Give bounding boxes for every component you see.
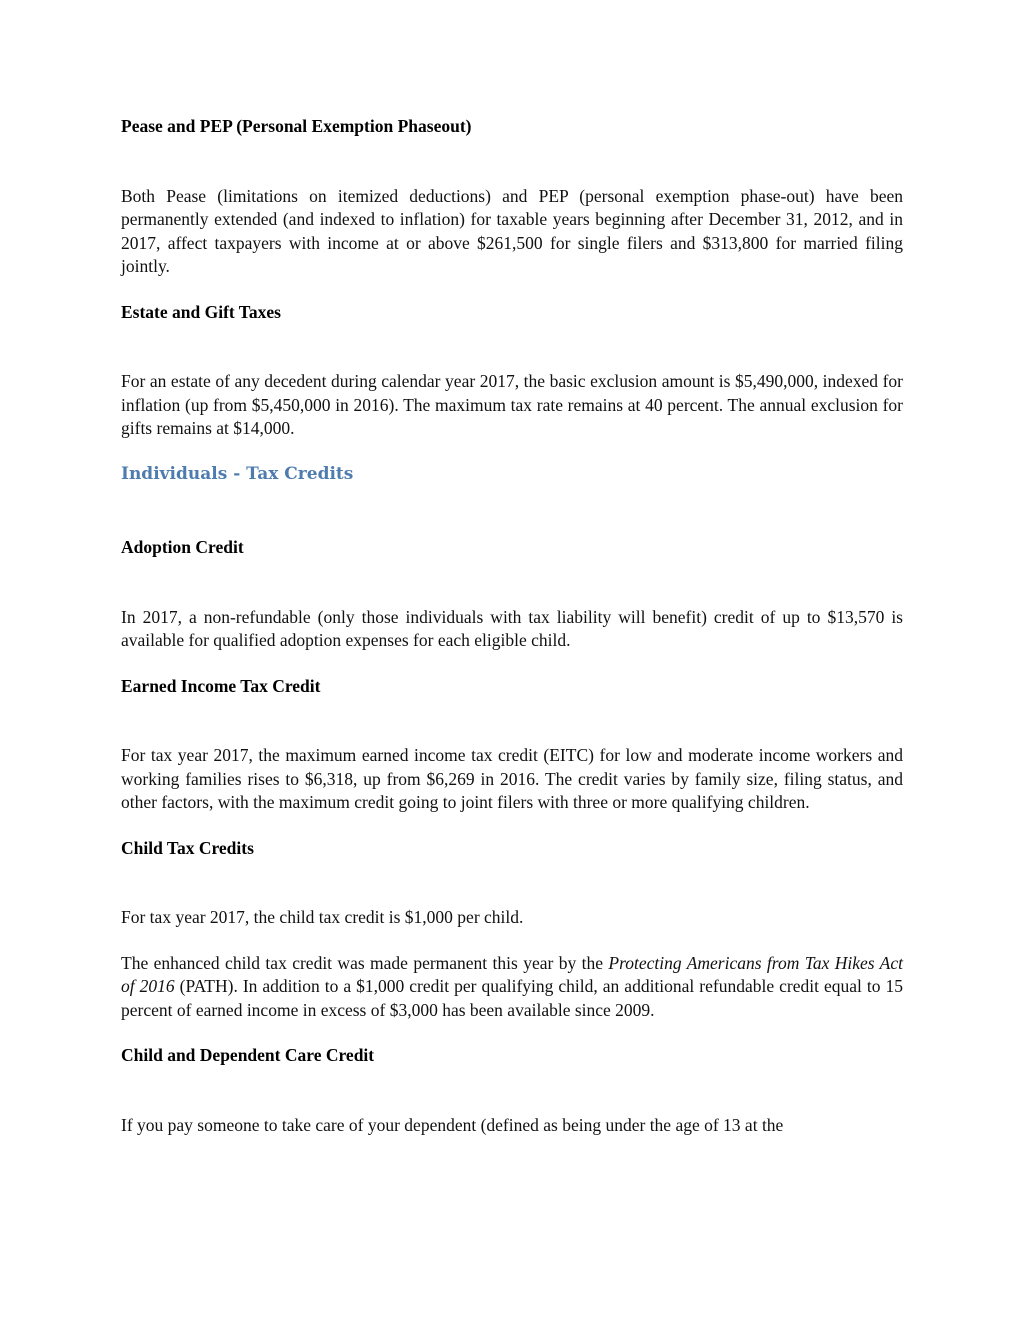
heading-child-tax-credits: Child Tax Credits xyxy=(121,837,254,858)
heading-adoption-credit: Adoption Credit xyxy=(121,537,244,557)
paragraph-earned-income-tax-credit: For tax year 2017, the maximum earned income tax credit (EITC) for low and moderate income workers and working families rises to $6,318, up from $6,269 in 2016. The credit varies by family size, filing status, and other factors, with the maximum credit going to joint filers with three or more qualifying children. xyxy=(121,745,903,812)
paragraph-pease-pep: Both Pease (limitations on itemized deductions) and PEP (personal exemption phase-out) have been permanently extended (and indexed to inflation) for taxable years beginning after December 31, 2012, and in 2017, affect taxpayers with income at or above $261,500 for single filers and $313,800 for married filing jointly. xyxy=(121,185,903,276)
paragraph-estate-gift-taxes: For an estate of any decedent during calendar year 2017, the basic exclusion amount is $5,490,000, indexed for inflation (up from $5,450,000 in 2016). The maximum tax rate remains at 40 percent. The annual exclusion for gifts remains at $14,000. xyxy=(121,371,903,438)
paragraph-child-tax-credit-amount: For tax year 2017, the child tax credit is $1,000 per child. xyxy=(121,907,524,927)
paragraph-child-tax-credit-enhanced xyxy=(121,952,903,1023)
text-run-path-act-title-italic: Protecting Americans from Tax Hikes Act of 2016 xyxy=(121,952,904,996)
text-run-enhanced-credit-lead: The enhanced child tax credit was made permanent this year by the xyxy=(121,952,609,973)
paragraph-adoption-credit: In 2017, a non-refundable (only those individuals with tax liability will benefit) credit of up to $13,570 is available for qualified adoption expenses for each eligible child. xyxy=(121,606,903,650)
paragraph-child-dependent-care-credit: If you pay someone to take care of your dependent (defined as being under the age of 13 at the xyxy=(121,1114,784,1135)
section-heading-individuals-tax-credits: Individuals - Tax Credits xyxy=(121,463,354,484)
heading-earned-income-tax-credit: Earned Income Tax Credit xyxy=(121,675,321,696)
heading-child-dependent-care-credit: Child and Dependent Care Credit xyxy=(121,1045,375,1065)
heading-estate-gift-taxes: Estate and Gift Taxes xyxy=(121,301,281,322)
heading-pease-pep: Pease and PEP (Personal Exemption Phaseout) xyxy=(121,116,472,136)
text-run-enhanced-credit-tail: (PATH). In addition to a $1,000 credit per qualifying child, an additional refundable credit equal to 15 percent of earned income in excess of $3,000 has been available since 2009. xyxy=(121,976,903,1020)
